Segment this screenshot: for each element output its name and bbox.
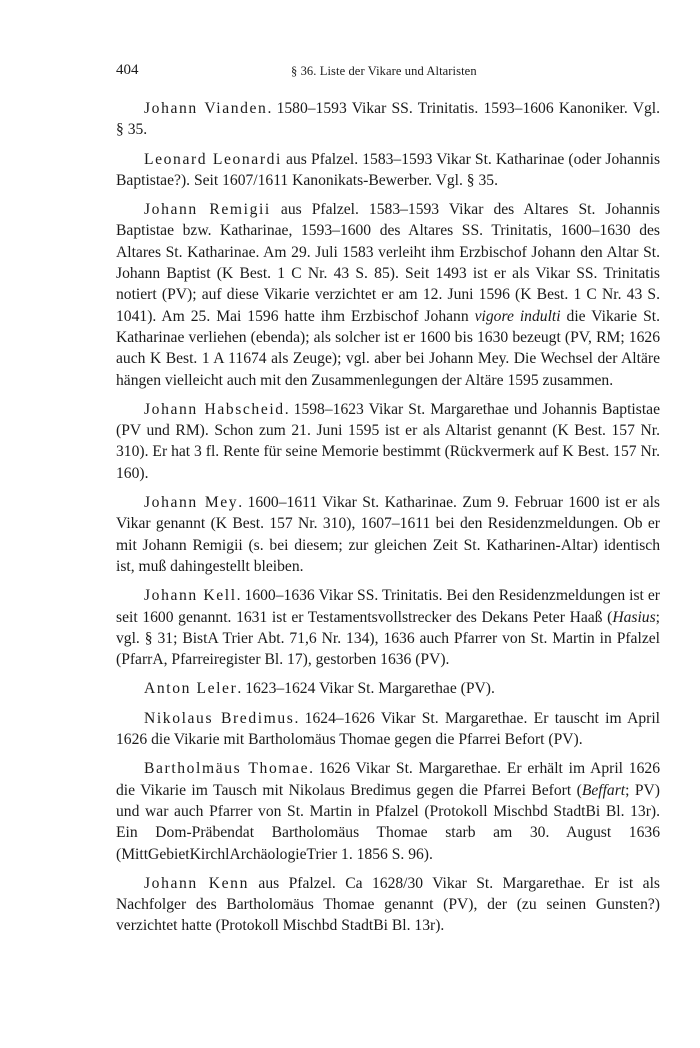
entry-johann-kell xyxy=(116,585,660,670)
entry-text-continued: ; vgl. § 31; BistA Trier Abt. 71,6 Nr. 134), 1636 auch Pfarrer von St. Martin in Pfalzel (PfarrA, Pfarreiregister Bl. 17), gestorben 1636 (PV). xyxy=(116,608,660,669)
entry-italic-term: Hasius xyxy=(612,608,656,626)
entry-text: . 1600–1611 Vikar St. Katharinae. Zum 9. Februar 1600 ist er als Vikar genannt (K Best. 157 Nr. 310), 1607–1611 bei den Residenzmeldungen. Ob er mit Johann Remigii (s. bei diesem; zur gleichen Zeit St. Katharinen-Altar) identisch ist, muß dahingestellt bleiben. xyxy=(116,494,660,575)
entry-text: . 1626 Vikar St. Margarethae. Er erhält im April 1626 die Vikarie im Tausch mit Nikolaus Bredimus gegen die Pfarrei Befort ( xyxy=(116,760,660,799)
entry-anton-leler xyxy=(116,678,660,699)
entry-name: Anton Leler xyxy=(144,680,238,698)
entry-name: Johann Habscheid xyxy=(144,400,285,418)
entry-name: Nikolaus Bredimus xyxy=(144,709,295,727)
entry-name: Johann Vianden xyxy=(144,100,268,117)
entry-name: Johann Mey xyxy=(144,494,239,512)
entry-name: Leonard Leonardi xyxy=(144,150,282,168)
entry-text-continued: die Vikarie St. Katharinae verliehen (ebenda); als solcher ist er 1600 bis 1630 bezeugt (PV, RM; 1626 auch K Best. 1 A 11674 als Zeuge); vgl. aber bei Johann Mey. Die Wechsel der Altäre hängen vielleicht auch mit den Zusammenlegungen der Altäre 1595 zusammen. xyxy=(116,307,660,389)
page-header xyxy=(116,62,660,84)
entry-bartholmaeus-thomae xyxy=(116,758,660,864)
entry-text: . 1623–1624 Vikar St. Margarethae (PV). xyxy=(237,680,495,698)
page-number: 404 xyxy=(116,62,139,78)
entry-text: . 1598–1623 Vikar St. Margarethae und Johannis Baptistae (PV und RM). Schon zum 21. Juni 1595 ist er als Altarist genannt (K Best. 157 Nr. 310). Er hat 3 fl. Rente für seine Memorie bestimmt (Rückvermerk auf K Best. 157 Nr. 160). xyxy=(116,400,661,482)
entry-italic-term: Beffart xyxy=(581,781,626,799)
running-title: § 36. Liste der Vikare und Altaristen xyxy=(291,64,477,78)
entry-leonard-leonardi xyxy=(116,149,660,192)
entry-johann-remigii xyxy=(116,199,660,391)
entry-text-continued: ; PV) und war auch Pfarrer von St. Martin in Pfalzel (Protokoll Mischbd StadtBi Bl. 13r). Ein Dom-Präbendat Bartholomäus Thomae starb am 30. August 1636 (MittGebietKirchlArchäologieTrier 1. 1856 S. 96). xyxy=(116,781,661,863)
entry-text: . 1580–1593 Vikar SS. Trinitatis. 1593–1606 Kanoniker. Vgl. § 35. xyxy=(116,100,660,139)
entry-text: aus Pfalzel. 1583–1593 Vikar des Altares St. Johannis Baptistae bzw. Katharinae, 1593–1600 des Altares SS. Trinitatis, 1600–1630 des Altares St. Katharinae. Am 29. Juli 1583 verleiht ihm Erzbischof Johann den Altar St. Johann Baptist (K Best. 1 C Nr. 43 S. 85). Seit 1493 ist er als Vikar SS. Trinitatis notiert (PV); auf diese Vikarie verzichtet er am 12. Juni 1596 (K Best. 1 C Nr. 43 S. 1041). Am 25. Mai 1596 hatte ihm Erzbischof Johann xyxy=(116,201,660,325)
entry-johann-kenn xyxy=(116,873,660,937)
entry-list xyxy=(116,98,660,945)
entry-name: Johann Remigii xyxy=(144,201,271,219)
entry-johann-mey xyxy=(116,492,660,577)
entry-name: Bartholmäus Thomae xyxy=(144,760,310,778)
entry-name: Johann Kenn xyxy=(144,874,249,892)
entry-nikolaus-bredimus xyxy=(116,708,660,751)
entry-text: . 1624–1626 Vikar St. Margarethae. Er tauscht im April 1626 die Vikarie mit Bartholomäus Thomae gegen die Pfarrei Befort (PV). xyxy=(116,709,660,749)
entry-text: aus Pfalzel. 1583–1593 Vikar St. Katharinae (oder Johannis Baptistae?). Seit 1607/1611 Kanonikats-Bewerber. Vgl. § 35. xyxy=(116,150,661,189)
entry-text: . 1600–1636 Vikar SS. Trinitatis. Bei den Residenzmeldungen ist er seit 1600 genannt. 1631 ist er Testamentsvollstrecker des Dekans Peter Haaß ( xyxy=(116,587,660,626)
entry-name: Johann Kell xyxy=(144,587,237,605)
entry-italic-term: vigore indulti xyxy=(474,307,561,325)
entry-text: aus Pfalzel. Ca 1628/30 Vikar St. Margarethae. Er ist als Nachfolger des Bartholomäus Thomae genannt (PV), der (zu seinen Gunsten?) verzichtet hatte (Protokoll Mischbd StadtBi Bl. 13r). xyxy=(116,874,661,935)
entry-johann-vianden xyxy=(116,98,660,141)
entry-johann-habscheid xyxy=(116,399,660,484)
